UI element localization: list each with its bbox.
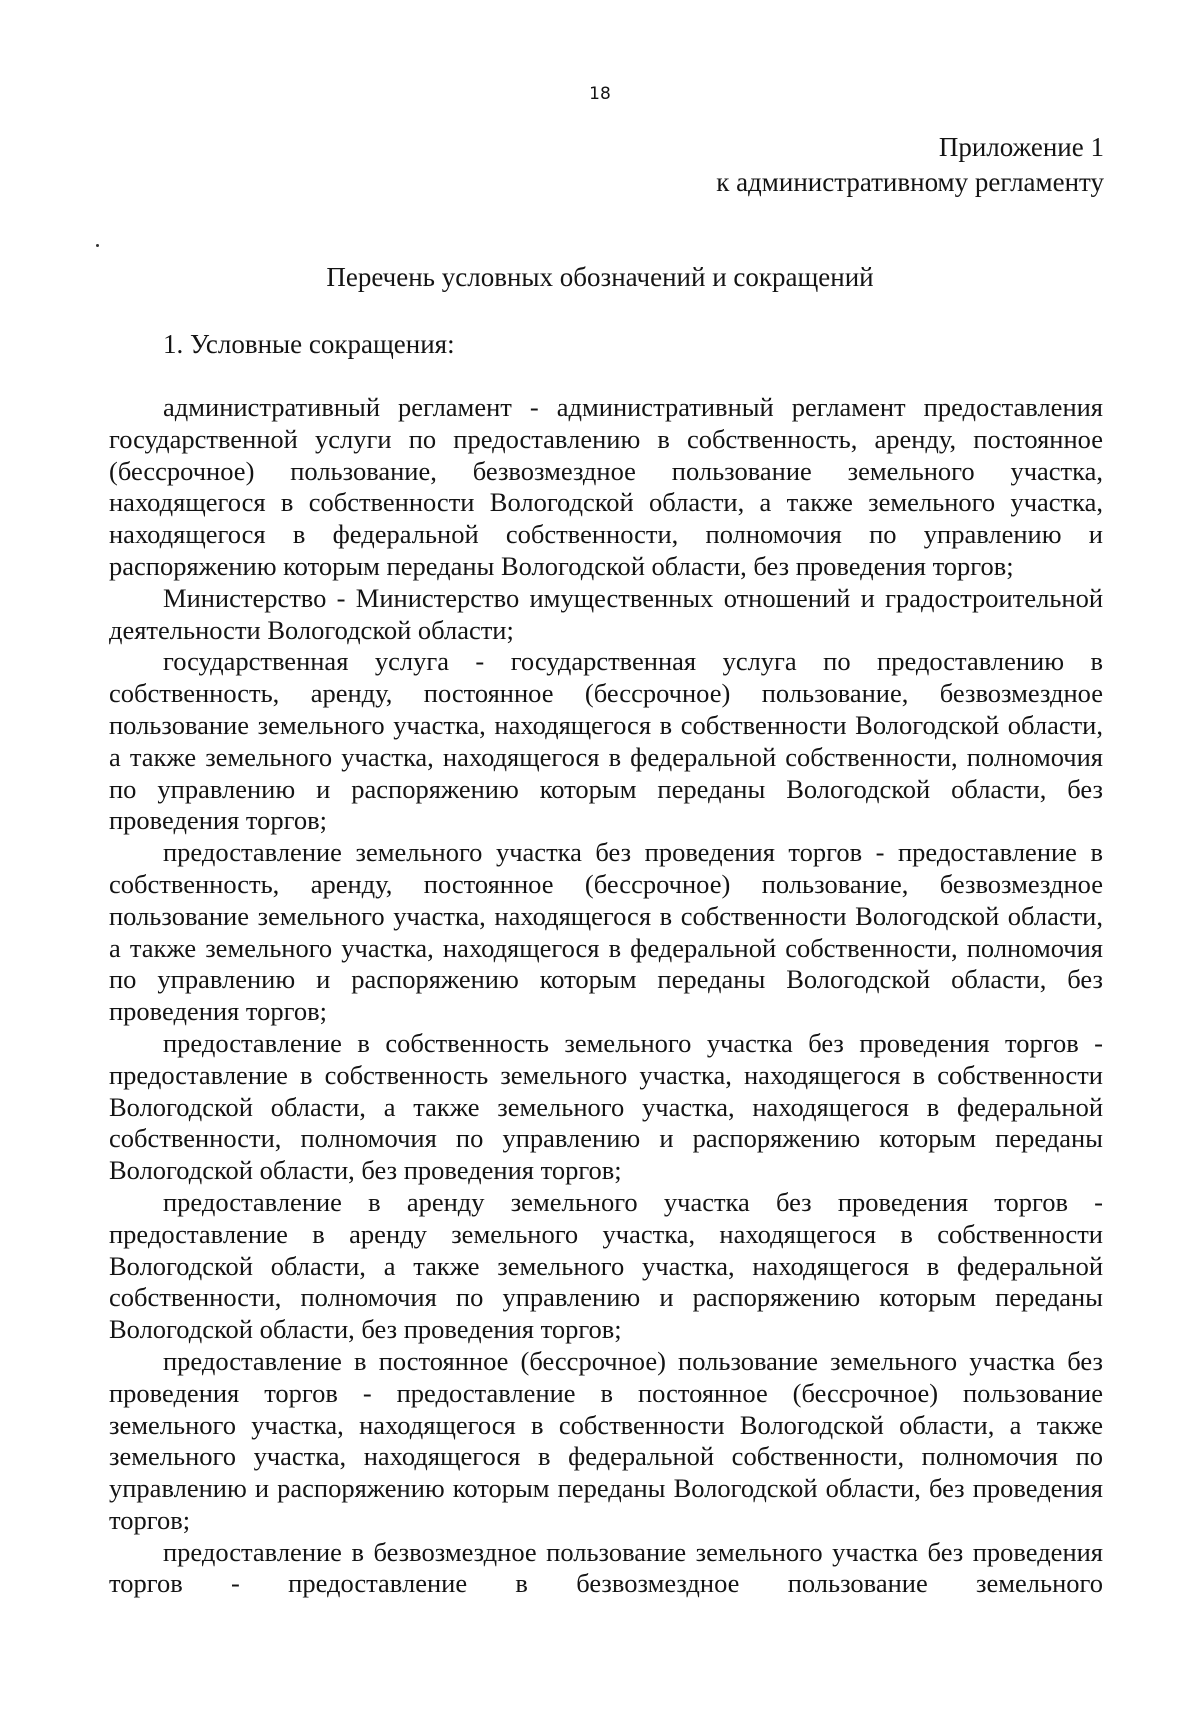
document-body: [109, 392, 1103, 1600]
appendix-reference: к административному регламенту: [716, 167, 1104, 197]
appendix-label: Приложение 1: [938, 132, 1104, 162]
document-title: Перечень условных обозначений и сокращений: [326, 262, 874, 292]
paragraph-permanent-use-provision: предоставление в постоянное (бессрочное) пользование земельного участка без проведения торгов - предоставление в постоянное (бессрочное) пользование земельного участка, находящегося в собственности Вологодской области, а также земельного участка, находящегося в федеральной собственности, полномочия по управлению и распоряжению которым переданы Вологодской области, без проведения торгов;: [109, 1345, 1103, 1535]
paragraph-lease-provision: предоставление в аренду земельного участка без проведения торгов - предоставление в аренду земельного участка, находящегося в собственности Вологодской области, а также земельного участка, находящегося в федеральной собственности, полномочия по управлению и распоряжению которым переданы Вологодской области, без проведения торгов;: [109, 1186, 1103, 1345]
paragraph-free-use-provision: предоставление в безвозмездное пользование земельного участка без проведения торгов - предоставление в безвозмездное пользование земельного: [109, 1536, 1103, 1599]
paragraph-ownership-provision: предоставление в собственность земельного участка без проведения торгов - предоставление в собственность земельного участка, находящегося в собственности Вологодской области, а также земельного участка, находящегося в федеральной собственности, полномочия по управлению и распоряжению которым переданы Вологодской области, без проведения торгов;: [109, 1027, 1103, 1186]
section-heading: 1. Условные сокращения:: [163, 329, 455, 359]
paragraph-land-provision: предоставление земельного участка без проведения торгов - предоставление в собственность, аренду, постоянное (бессрочное) пользование, безвозмездное пользование земельного участка, находящегося в собственности Вологодской области, а также земельного участка, находящегося в федеральной собственности, полномочия по управлению и распоряжению которым переданы Вологодской области, без проведения торгов;: [109, 837, 1103, 1027]
paragraph-administrative-regulation: административный регламент - административный регламент предоставления государственной услуги по предоставлению в собственность, аренду, постоянное (бессрочное) пользование, безвозмездное пользование земельного участка, находящегося в собственности Вологодской области, а также земельного участка, находящегося в федеральной собственности, полномочия по управлению и распоряжению которым переданы Вологодской области, без проведения торгов;: [109, 392, 1103, 581]
scan-speck: [96, 244, 99, 247]
appendix-header: [716, 130, 1104, 200]
paragraph-ministry: Министерство - Министерство имущественных отношений и градостроительной деятельности Вологодской области;: [109, 582, 1103, 645]
page-number: 18: [589, 84, 611, 104]
paragraph-state-service: государственная услуга - государственная услуга по предоставлению в собственность, аренду, постоянное (бессрочное) пользование, безвозмездное пользование земельного участка, находящегося в собственности Вологодской области, а также земельного участка, находящегося в федеральной собственности, полномочия по управлению и распоряжению которым переданы Вологодской области, без проведения торгов;: [109, 646, 1103, 836]
